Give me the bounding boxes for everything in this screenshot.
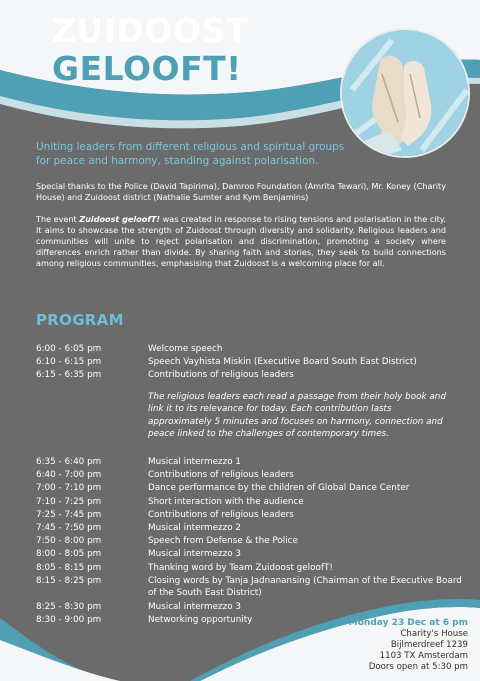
program-description: Short interaction with the audience (148, 496, 304, 507)
program-description: Musical intermezzo 3 (148, 549, 241, 560)
program-description: Speech from Defense & the Police (148, 536, 298, 547)
program-time: 8:00 - 8:05 pm (36, 549, 102, 560)
title-line-2: GELOOFT! (52, 49, 242, 88)
program-time: 6:35 - 6:40 pm (36, 457, 102, 467)
program-description: Networking opportunity (148, 615, 253, 626)
praying-hands-icon (342, 30, 470, 158)
program-description: Closing words by Tanja Jadnanansing (Chairman of the Executive Board of the South East District) (148, 575, 462, 598)
program-note: The religious leaders each read a passage from their holy book and link it to its relevance for today. Each contribution lasts approximately 5 minutes and focuses on harmony, connection and peace linked to the challenges of contemporary times. (148, 392, 446, 440)
program-time: 7:45 - 7:50 pm (36, 523, 102, 533)
program-description: Musical intermezzo 3 (148, 602, 241, 613)
praying-hands-image (340, 28, 470, 158)
venue-street: Bijlmerdreef 1239 (390, 640, 468, 650)
event-name: Zuidoost geloofT! (79, 214, 161, 224)
program-heading: PROGRAM (36, 311, 124, 329)
program-time: 7:00 - 7:10 pm (36, 483, 102, 494)
program-time: 8:15 - 8:25 pm (36, 575, 102, 586)
program-time: 7:50 - 8:00 pm (36, 536, 102, 547)
program-description: Dance performance by the children of Global Dance Center (148, 483, 410, 494)
program-time: 6:15 - 6:35 pm (36, 370, 102, 381)
program-time: 7:25 - 7:45 pm (36, 509, 102, 520)
program-time: 6:10 - 6:15 pm (36, 357, 102, 368)
title-line-1: ZUIDOOST (52, 11, 249, 50)
program-description: Contributions of religious leaders (148, 509, 294, 520)
program-description: Welcome speech (148, 344, 223, 354)
doors-open: Doors open at 5:30 pm (368, 662, 468, 672)
program-description: Contributions of religious leaders (148, 470, 294, 481)
event-description (36, 214, 446, 269)
program-description: Thanking word by Team Zuidoost geloofT! (148, 562, 333, 573)
program-description: Musical intermezzo 1 (148, 457, 241, 467)
program-time: 8:25 - 8:30 pm (36, 602, 102, 613)
program-time: 7:10 - 7:25 pm (36, 496, 102, 507)
program-description: Speech Vayhista Miskin (Executive Board South East District) (148, 357, 417, 368)
special-thanks: Special thanks to the Police (David Tapirima), Damroo Foundation (Amrita Tewari), Mr. Koney (Charity House) and Zuidoost district (Nathalie Sumter and Kym Benjamins) (36, 181, 446, 203)
event-prefix: The event (36, 214, 80, 224)
event-body: was created in response to rising tensions and polarisation in the city. It aims to showcase the strength of Zuidoost through diversity and solidarity. Religious leaders and communities will unite to reject polarisation and discrimination, promoting a society where differences enrich rather than divide. By sharing faith and stories, they seek to build connections among religious communities, emphasising that Zuidoost is a welcoming place for all. (36, 214, 446, 269)
venue-city: 1103 TX Amsterdam (379, 651, 468, 661)
tagline: Uniting leaders from different religious and spiritual groups for peace and harmony, standing against polarisation. (36, 141, 345, 167)
event-date: Monday 23 Dec at 6 pm (348, 618, 468, 628)
program-time: 8:30 - 9:00 pm (36, 615, 102, 626)
event-details (349, 618, 468, 673)
program-time: 6:00 - 6:05 pm (36, 344, 102, 354)
program-description: Contributions of religious leaders (148, 370, 294, 381)
program-time: 6:40 - 7:00 pm (36, 470, 102, 481)
venue-name: Charity's House (400, 629, 468, 639)
program-description: Musical intermezzo 2 (148, 523, 241, 533)
program-time: 8:05 - 8:15 pm (36, 562, 102, 573)
